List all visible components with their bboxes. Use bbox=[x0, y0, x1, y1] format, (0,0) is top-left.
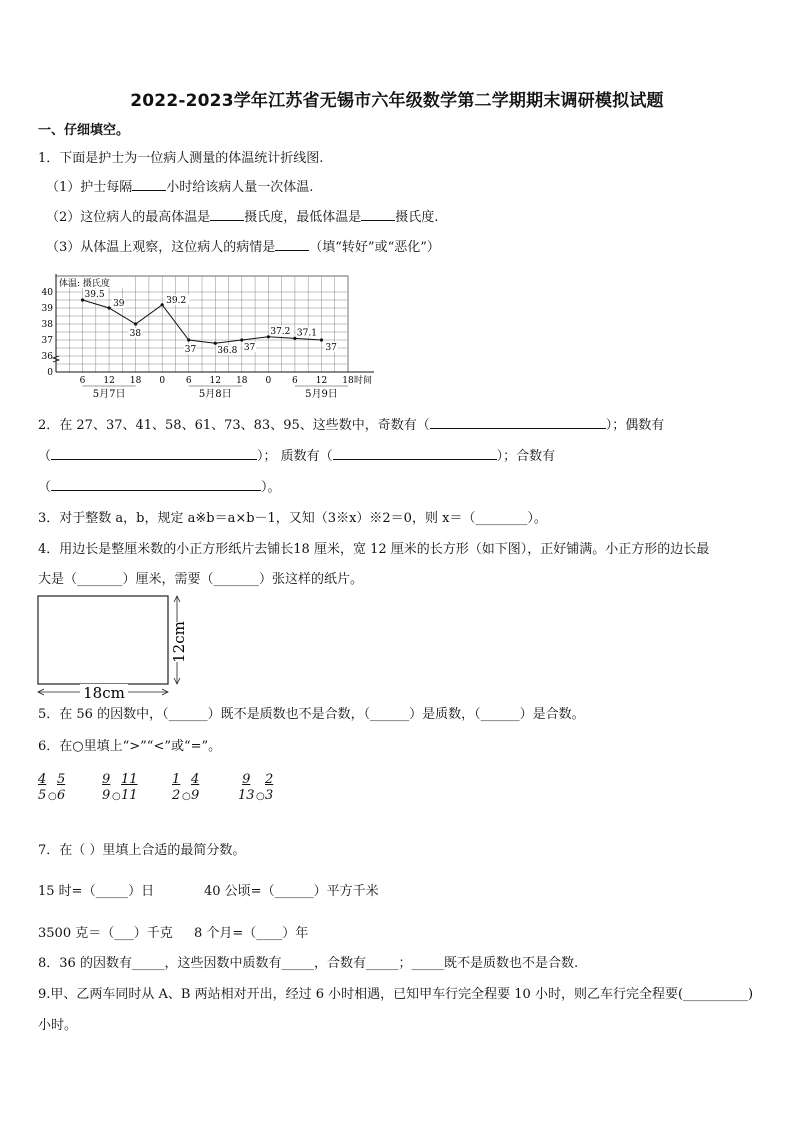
data-point bbox=[214, 342, 217, 345]
q6-stem: 6．在○里填上“>”“<”或“=”。 bbox=[38, 739, 222, 754]
q2-line1 bbox=[38, 416, 664, 435]
fraction-right bbox=[191, 772, 199, 804]
fraction-right bbox=[57, 772, 65, 804]
q2-text-e: ）；合数有 bbox=[496, 449, 556, 464]
x-tick-label: 6 bbox=[185, 376, 192, 386]
data-point bbox=[187, 338, 190, 341]
fraction-right bbox=[121, 772, 138, 804]
numerator: 9 bbox=[242, 772, 251, 787]
answer-blank[interactable] bbox=[132, 178, 166, 191]
denominator: 11 bbox=[121, 788, 138, 803]
q5-text: 5．在 56 的因数中，（______）既不是质数也不是合数，（______）是质数，（______）是合数。 bbox=[38, 707, 585, 722]
x-axis-title: 时间 bbox=[353, 376, 372, 386]
odd-numbers-blank[interactable] bbox=[430, 416, 606, 429]
x-tick-label: 18 bbox=[236, 376, 248, 386]
q2-text-d: ）； 质数有（ bbox=[257, 449, 333, 464]
comparison-circle[interactable]: ○ bbox=[112, 791, 121, 802]
q9-line2: 小时。 bbox=[38, 1018, 78, 1033]
q1-part3-text-a: （3）从体温上观察，这位病人的病情是 bbox=[46, 240, 276, 255]
q7-row2-a: 3500 克＝（___）千克 bbox=[38, 926, 173, 941]
numerator: 4 bbox=[191, 772, 200, 787]
fraction-left bbox=[38, 772, 46, 804]
data-point bbox=[240, 338, 243, 341]
q4-line1: 4．用边长是整厘米数的小正方形纸片去铺长18 厘米，宽 12 厘米的长方形（如下图），正好铺满。小正方形的边长最 bbox=[38, 542, 710, 557]
comparison-circle[interactable]: ○ bbox=[182, 791, 191, 802]
y-tick-label: 36 bbox=[41, 352, 53, 362]
q1-part1-text-b: 小时给该病人量一次体温. bbox=[166, 180, 314, 195]
y-tick-label: 39 bbox=[41, 304, 53, 314]
denominator: 2 bbox=[172, 788, 181, 803]
q2-line3 bbox=[38, 478, 281, 497]
rectangle-diagram bbox=[34, 592, 194, 704]
q2-text-a: 2．在 27、37、41、58、61、73、83、95、这些数中，奇数有（ bbox=[38, 418, 430, 433]
day-label: 5月7日 bbox=[92, 389, 126, 400]
data-label: 37 bbox=[325, 343, 337, 353]
numerator: 2 bbox=[265, 772, 274, 787]
numerator: 5 bbox=[57, 772, 66, 787]
x-tick-label: 6 bbox=[292, 376, 298, 386]
q1-part2-text-b: 摄氏度，最低体温是 bbox=[244, 210, 362, 225]
comparison-circle[interactable]: ○ bbox=[256, 791, 265, 802]
y-axis-title: 体温: 摄氏度 bbox=[59, 279, 110, 289]
chart-ticks bbox=[42, 288, 372, 400]
data-label: 37 bbox=[243, 343, 256, 353]
composite-numbers-blank[interactable] bbox=[51, 478, 261, 491]
denominator: 5 bbox=[38, 788, 47, 803]
y-tick-label: 37 bbox=[41, 336, 53, 346]
x-tick-label: 12 bbox=[103, 376, 115, 386]
axis-break-icon bbox=[53, 356, 59, 362]
answer-blank[interactable] bbox=[210, 208, 244, 221]
q2-text-b: ）；偶数有 bbox=[605, 418, 665, 433]
q2-line2 bbox=[38, 447, 555, 466]
data-label: 37 bbox=[184, 345, 197, 355]
q1-part1 bbox=[46, 178, 313, 197]
data-label: 39.5 bbox=[84, 290, 105, 300]
denominator: 9 bbox=[191, 788, 200, 803]
y-tick-label: 40 bbox=[41, 288, 53, 298]
q1-part3-text-b: （填“转好”或“恶化”） bbox=[309, 240, 440, 255]
q1-part1-text-a: （1）护士每隔 bbox=[46, 180, 133, 195]
denominator: 3 bbox=[265, 788, 274, 803]
denominator: 9 bbox=[102, 788, 111, 803]
x-tick-label: 18 bbox=[129, 376, 142, 386]
comparison-circle[interactable]: ○ bbox=[48, 791, 57, 802]
even-numbers-blank[interactable] bbox=[51, 447, 257, 460]
q1-part2-text-a: （2）这位病人的最高体温是 bbox=[46, 210, 211, 225]
q3-text: 3．对于整数 a，b，规定 a※b＝a×b－1，又知（3※x）※2＝0，则 x＝（________）。 bbox=[38, 511, 547, 526]
q2-text-f: （ bbox=[38, 480, 52, 495]
section-heading: 一、仔细填空。 bbox=[38, 123, 130, 138]
q7-row1-a: 15 时=（_____）日 bbox=[38, 884, 155, 899]
numerator: 1 bbox=[172, 772, 181, 787]
x-tick-label: 0 bbox=[265, 376, 272, 386]
q7-row2-b: 8 个月=（____）年 bbox=[194, 926, 309, 941]
answer-blank[interactable] bbox=[361, 208, 395, 221]
q4-line2: 大是（_______）厘米，需要（_______）张这样的纸片。 bbox=[38, 572, 364, 587]
answer-blank[interactable] bbox=[275, 238, 309, 251]
height-label: 12cm bbox=[170, 621, 188, 663]
data-label: 39.2 bbox=[166, 295, 187, 306]
prime-numbers-blank[interactable] bbox=[333, 447, 497, 460]
fraction-left bbox=[172, 772, 180, 804]
q1-part2 bbox=[46, 208, 438, 227]
rectangle-shape bbox=[38, 596, 168, 684]
q9-line1: 9.甲、乙两车同时从 A、B 两站相对开出，经过 6 小时相遇，已知甲车行完全程要 10 小时，则乙车行完全程要(__________) bbox=[38, 987, 754, 1002]
numerator: 4 bbox=[38, 772, 47, 787]
numerator: 9 bbox=[102, 772, 111, 787]
fraction-left bbox=[102, 772, 110, 804]
data-point bbox=[134, 322, 137, 325]
data-point bbox=[107, 306, 110, 309]
page-title: 2022-2023学年江苏省无锡市六年级数学第二学期期末调研模拟试题 bbox=[130, 91, 664, 111]
q8-text: 8．36 的因数有_____，这些因数中质数有_____，合数有_____；_____既不是质数也不是合数. bbox=[38, 956, 579, 971]
data-label: 36.8 bbox=[217, 346, 238, 357]
data-point bbox=[161, 303, 164, 306]
denominator: 6 bbox=[57, 788, 66, 803]
day-label: 5月8日 bbox=[198, 389, 232, 400]
numerator: 11 bbox=[121, 772, 138, 787]
fraction-comparisons bbox=[38, 772, 298, 812]
x-tick-label: 12 bbox=[209, 376, 221, 386]
y-tick-label: 38 bbox=[41, 320, 53, 330]
q7-stem: 7．在（ ）里填上合适的最简分数。 bbox=[38, 843, 246, 858]
q1-stem: 1．下面是护士为一位病人测量的体温统计折线图. bbox=[38, 151, 324, 166]
data-label: 38 bbox=[129, 329, 142, 339]
denominator: 13 bbox=[238, 788, 255, 803]
x-tick-label: 12 bbox=[315, 376, 328, 386]
data-point bbox=[320, 338, 323, 341]
fraction-right bbox=[265, 772, 273, 804]
x-tick-label: 18 bbox=[342, 376, 354, 386]
q2-text-c: （ bbox=[38, 449, 52, 464]
x-tick-label: 0 bbox=[159, 376, 166, 386]
temperature-line-chart bbox=[36, 272, 386, 402]
chart-axes bbox=[53, 274, 374, 372]
x-tick-label: 6 bbox=[79, 376, 86, 386]
chart-series bbox=[81, 289, 338, 356]
q1-part2-text-c: 摄氏度. bbox=[395, 210, 439, 225]
width-label: 18cm bbox=[83, 684, 125, 702]
q1-part3 bbox=[46, 238, 440, 257]
fraction-left bbox=[238, 772, 255, 804]
q7-row1-b: 40 公顷=（______）平方千米 bbox=[204, 884, 379, 899]
q2-text-g: ）。 bbox=[261, 480, 281, 495]
data-label: 37.1 bbox=[296, 328, 317, 339]
data-label: 37.2 bbox=[270, 326, 291, 337]
day-label: 5月9日 bbox=[305, 389, 338, 400]
y-tick-label: 0 bbox=[47, 368, 53, 378]
data-label: 39 bbox=[113, 299, 125, 309]
